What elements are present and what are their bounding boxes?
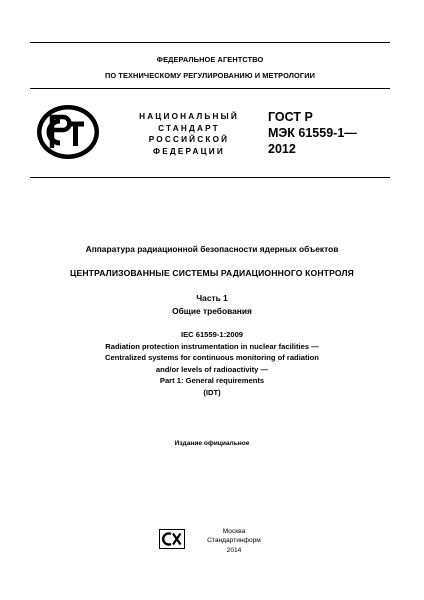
standartinform-logo-icon — [159, 529, 185, 549]
edition-label: Издание официальное — [174, 440, 250, 447]
document-subject-title: Аппаратура радиационной безопасности ядерных объектов — [85, 244, 339, 254]
publication-year: 2014 — [226, 546, 242, 554]
iec-line: Radiation protection instrumentation in nuclear facilities — — [105, 341, 319, 351]
header-rule — [30, 88, 390, 89]
designation-line: МЭК 61559-1— — [268, 126, 357, 140]
part-title: Общие требования — [172, 306, 252, 316]
designation-line: 2012 — [268, 142, 296, 156]
publisher-name: Стандартинформ — [207, 537, 261, 545]
publisher-city: Москва — [222, 528, 246, 535]
bottom-rule — [30, 177, 390, 178]
national-standard-label — [116, 111, 262, 157]
publisher-info — [184, 527, 284, 555]
agency-name-line1: ФЕДЕРАЛЬНОЕ АГЕНТСТВО — [156, 55, 264, 64]
agency-name-line2: ПО ТЕХНИЧЕСКОМУ РЕГУЛИРОВАНИЮ И МЕТРОЛОГИИ — [104, 71, 316, 80]
top-rule — [30, 42, 390, 43]
designation-line: ГОСТ Р — [268, 110, 313, 124]
iec-line: Centralized systems for continuous monitoring of radiation — [105, 353, 319, 363]
iec-line: and/or levels of radioactivity — — [155, 364, 269, 374]
national-standard-line: ФЕДЕРАЦИИ — [153, 146, 225, 156]
national-standard-line: СТАНДАРТ — [158, 123, 220, 133]
national-standard-line: НАЦИОНАЛЬНЫЙ — [139, 112, 239, 121]
rst-certification-mark-icon — [36, 104, 100, 160]
part-number: Часть 1 — [196, 293, 228, 303]
national-standard-line: РОССИЙСКОЙ — [148, 135, 230, 144]
iec-line: (IDT) — [203, 387, 221, 397]
iec-reference-block — [20, 329, 404, 399]
document-main-title: ЦЕНТРАЛИЗОВАННЫЕ СИСТЕМЫ РАДИАЦИОННОГО КОНТРОЛЯ — [70, 268, 354, 278]
iec-line: IEC 61559-1:2009 — [180, 330, 244, 339]
standard-designation — [268, 109, 357, 157]
iec-line: Part 1: General requirements — [159, 376, 265, 386]
